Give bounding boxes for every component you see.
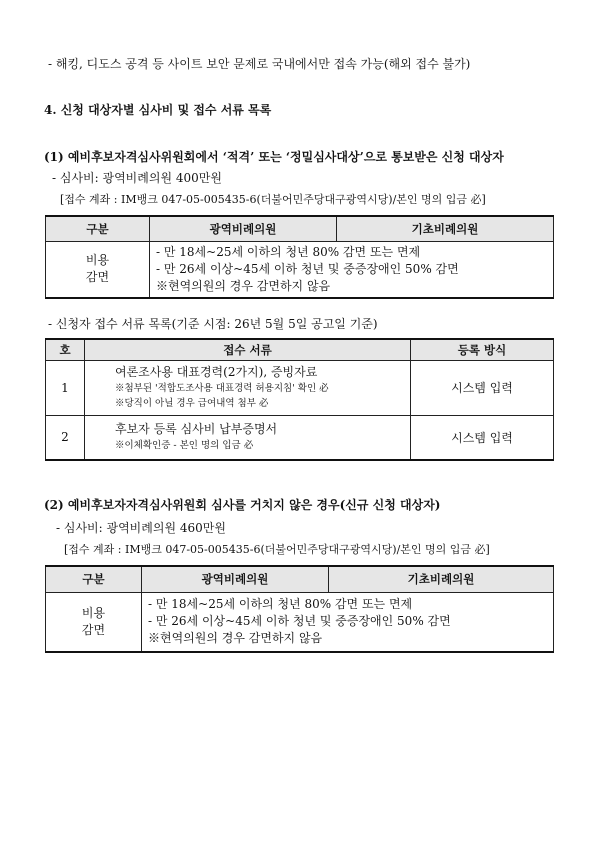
subsection-1-title: (1) 예비후보자격심사위원회에서 ‘적격’ 또는 ‘정밀심사대상’으로 통보받은 신청 대상자: [44, 150, 504, 164]
subsection-1-fee: - 심사비: 광역비례의원 400만원: [52, 171, 222, 185]
subsection-2-fee: - 심사비: 광역비례의원 460만원: [56, 521, 226, 535]
document-note: ※이체확인증 - 본인 명의 입금 必: [115, 440, 254, 452]
subsection-2-title: (2) 예비후보자자격심사위원회 심사를 거치지 않은 경우(신규 신청 대상자): [44, 498, 441, 512]
header-local: 기초비례의원: [337, 216, 554, 241]
reduction-details: [142, 592, 554, 652]
row-label-line-1: 비용: [81, 605, 106, 620]
document-main: 여론조사용 대표경력(2가지), 증빙자료: [115, 365, 318, 379]
row-label-line-1: 비용: [85, 253, 110, 268]
fee-reduction-table-2: [45, 565, 554, 653]
table-row: [46, 415, 554, 460]
header-category: 구분: [46, 566, 142, 592]
row-number: 1: [46, 360, 85, 415]
header-metro: 광역비례의원: [142, 566, 329, 592]
header-metro: 광역비례의원: [150, 216, 337, 241]
reduction-line: - 만 26세 이상~45세 이하 청년 및 중증장애인 50% 감면: [156, 261, 459, 276]
document-cell: [85, 360, 411, 415]
reduction-line: ※현역의원의 경우 감면하지 않음: [148, 631, 323, 646]
subsection-2-account: [접수 계좌 : IM뱅크 047-05-005435-6(더불어민주당대구광역시당)/본인 명의 입금 必]: [64, 543, 490, 556]
header-method: 등록 방식: [411, 339, 554, 360]
documents-table: [45, 338, 554, 461]
reduction-line: - 만 26세 이상~45세 이하 청년 및 중증장애인 50% 감면: [148, 614, 451, 629]
document-note: ※당직이 아닐 경우 급여내역 첨부 必: [115, 398, 269, 409]
reduction-line: - 만 18세~25세 이하의 청년 80% 감면 또는 면제: [148, 597, 413, 612]
registration-method: 시스템 입력: [411, 360, 554, 415]
fee-reduction-table-1: [45, 215, 554, 299]
document-main: 후보자 등록 심사비 납부증명서: [115, 422, 278, 437]
row-label-line-2: 감면: [81, 622, 106, 637]
section-title: 4. 신청 대상자별 심사비 및 접수 서류 목록: [44, 103, 272, 117]
row-label: [46, 592, 142, 652]
header-no: 호: [46, 339, 85, 360]
row-number: 2: [46, 415, 85, 460]
header-documents: 접수 서류: [85, 339, 411, 360]
table-row: [46, 360, 554, 415]
docs-list-title: - 신청자 접수 서류 목록(기준 시점: 26년 5월 5일 공고일 기준): [48, 317, 378, 331]
registration-method: 시스템 입력: [411, 415, 554, 460]
row-label: [46, 241, 150, 298]
subsection-1-account: [접수 계좌 : IM뱅크 047-05-005435-6(더불어민주당대구광역시당)/본인 명의 입금 必]: [60, 193, 486, 206]
header-category: 구분: [46, 216, 150, 241]
document-note: ※첨부된 '적합도조사용 대표경력 허용지침' 확인 必: [115, 383, 329, 394]
header-local: 기초비례의원: [329, 566, 554, 592]
reduction-line: - 만 18세~25세 이하의 청년 80% 감면 또는 면제: [156, 244, 421, 259]
row-label-line-2: 감면: [85, 270, 110, 285]
reduction-details: [150, 241, 554, 298]
document-cell: [85, 415, 411, 460]
intro-line: - 해킹, 디도스 공격 등 사이트 보안 문제로 국내에서만 접속 가능(해외 접수 불가): [48, 57, 471, 71]
reduction-line: ※현역의원의 경우 감면하지 않음: [156, 278, 331, 293]
